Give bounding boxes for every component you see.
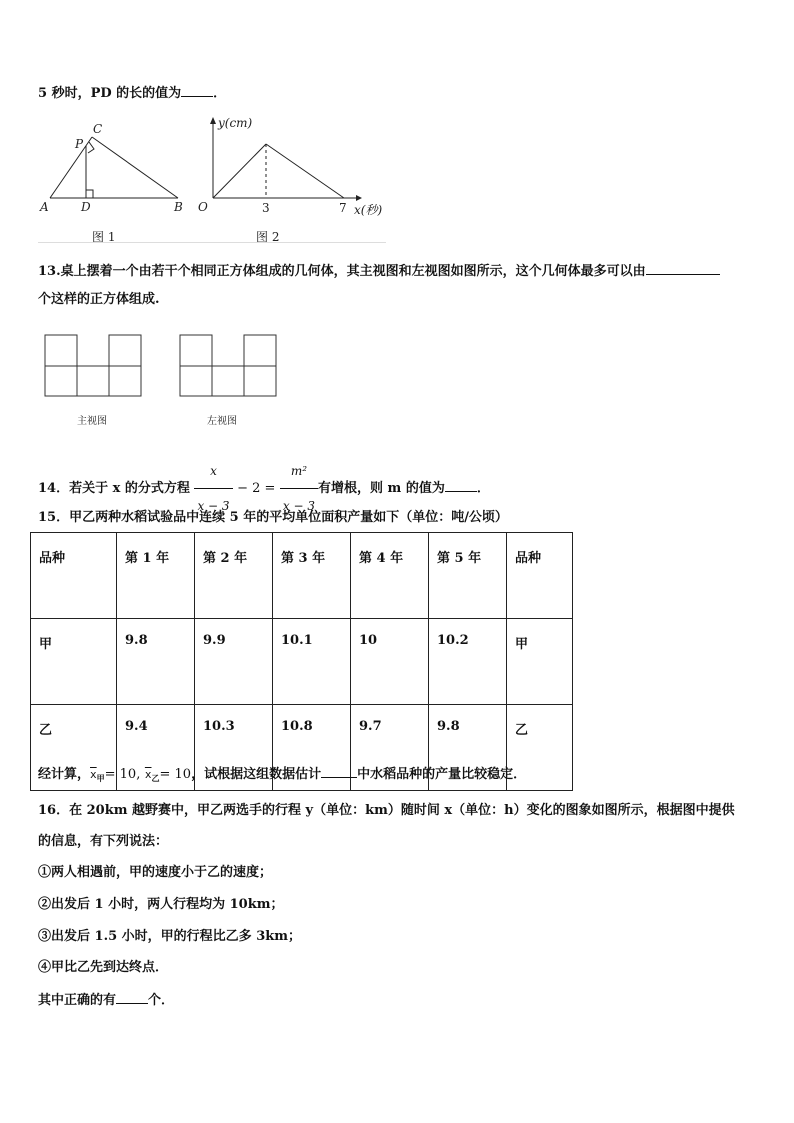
q13-text: 13.桌上摆着一个由若干个相同正方体组成的几何体，其主视图和左视图如图所示，这个几何体最多可以由 — [38, 264, 646, 279]
fraction-1-numerator: x — [194, 454, 232, 489]
q16-line-2: 的信息，有下列说法： — [38, 834, 169, 849]
header-cell: 品种 — [507, 533, 573, 619]
table-cell: 10.8 — [273, 705, 351, 791]
table-cell: 10.1 — [273, 619, 351, 705]
figure-2-caption: 图 2 — [256, 230, 280, 244]
q16-statement-1: ①两人相遇前，甲的速度小于乙的速度； — [38, 865, 273, 880]
q16-line-1: 16．在 20km 越野赛中，甲乙两选手的行程 y（单位：km）随时间 x（单位：h）变化的图象如图所示，根据图中提供 — [38, 803, 735, 818]
table-cell: 10 — [351, 619, 429, 705]
front-view-label: 主视图 — [77, 416, 107, 427]
q16-final-prefix: 其中正确的有 — [38, 993, 117, 1008]
label-d: D — [81, 200, 91, 214]
table-cell: 9.7 — [351, 705, 429, 791]
answer-blank — [181, 84, 213, 97]
figure-2-graph — [196, 114, 396, 222]
q15-note-mid: ，试根据这组数据估计 — [191, 767, 322, 782]
header-cell: 第 5 年 — [429, 533, 507, 619]
figure-1-caption: 图 1 — [92, 230, 116, 244]
q13-line-1 — [38, 262, 720, 280]
header-cell: 第 1 年 — [117, 533, 195, 619]
q14-suffix: 有增根，则 m 的值为 — [318, 481, 445, 496]
x-axis-label: x(秒) — [354, 203, 383, 217]
q16-statement-4: ④甲比乙先到达终点． — [38, 960, 169, 975]
mean-yi-value: = 10 — [159, 767, 192, 782]
q12-tail-text: 5 秒时，PD 的长的值为 — [38, 86, 182, 101]
q16-final-line — [38, 991, 174, 1009]
tick-7: 7 — [339, 201, 347, 215]
front-view-grid — [44, 334, 144, 398]
table-cell: 10.2 — [429, 619, 507, 705]
table-cell: 甲 — [31, 619, 117, 705]
triangle-diagram — [36, 120, 196, 220]
label-p: P — [75, 137, 84, 151]
period: ． — [476, 481, 490, 496]
table-cell: 9.8 — [429, 705, 507, 791]
table-row — [31, 619, 573, 705]
answer-blank — [116, 991, 148, 1004]
table-cell: 9.8 — [117, 619, 195, 705]
label-c: C — [93, 122, 103, 136]
mean-yi-subscript: 乙 — [151, 773, 160, 783]
left-view-label: 左视图 — [207, 416, 237, 427]
figure-1-triangle — [36, 120, 196, 220]
q12-tail-line — [38, 84, 226, 102]
table-cell: 甲 — [507, 619, 573, 705]
q15-title: 15．甲乙两种水稻试验品中连续 5 年的平均单位面积产量如下（单位：吨/公顷） — [38, 510, 508, 525]
fraction-2-numerator: m² — [280, 454, 318, 489]
header-cell: 第 2 年 — [195, 533, 273, 619]
y-axis-label: y(cm) — [218, 116, 253, 130]
left-view-drawing — [179, 334, 279, 398]
front-view-drawing — [44, 334, 144, 398]
yield-table — [30, 532, 573, 791]
label-b: B — [174, 200, 183, 214]
q16-statement-3: ③出发后 1.5 小时，甲的行程比乙多 3km； — [38, 929, 302, 944]
label-a: A — [40, 200, 49, 214]
table-cell: 乙 — [31, 705, 117, 791]
mean-jia-subscript: 甲 — [96, 773, 105, 783]
mean-yi-symbol: $\overline{x}$ — [144, 768, 152, 781]
tick-3: 3 — [262, 201, 270, 215]
period: ． — [213, 86, 227, 101]
table-cell: 9.9 — [195, 619, 273, 705]
minus-two: − 2 = — [237, 481, 276, 496]
header-cell: 品种 — [31, 533, 117, 619]
q14-prefix: 14．若关于 x 的分式方程 — [38, 481, 190, 496]
q16-final-suffix: 个． — [148, 993, 175, 1008]
q15-note-end: 中水稻品种的产量比较稳定． — [357, 767, 527, 782]
fraction-1-denominator: x − 3 — [197, 499, 230, 513]
mean-jia-value: = 10, — [104, 767, 141, 782]
header-cell: 第 4 年 — [351, 533, 429, 619]
table-cell: 9.4 — [117, 705, 195, 791]
left-view-grid — [179, 334, 279, 398]
q15-note-prefix: 经计算， — [38, 767, 91, 782]
fraction-2-denominator: x − 3 — [282, 499, 316, 513]
answer-blank — [445, 479, 477, 492]
q16-statement-2: ②出发后 1 小时，两人行程均为 10km； — [38, 897, 284, 912]
origin-label: O — [198, 200, 208, 214]
q15-note — [38, 765, 526, 786]
answer-blank — [321, 765, 357, 778]
answer-blank — [646, 262, 720, 275]
table-cell: 10.3 — [195, 705, 273, 791]
q13-line-2: 个这样的正方体组成. — [38, 292, 160, 307]
table-cell: 乙 — [507, 705, 573, 791]
mean-jia-symbol: $\overline{x}$ — [90, 768, 97, 781]
header-cell: 第 3 年 — [273, 533, 351, 619]
figure-divider — [38, 242, 386, 243]
table-header-row — [31, 533, 573, 619]
